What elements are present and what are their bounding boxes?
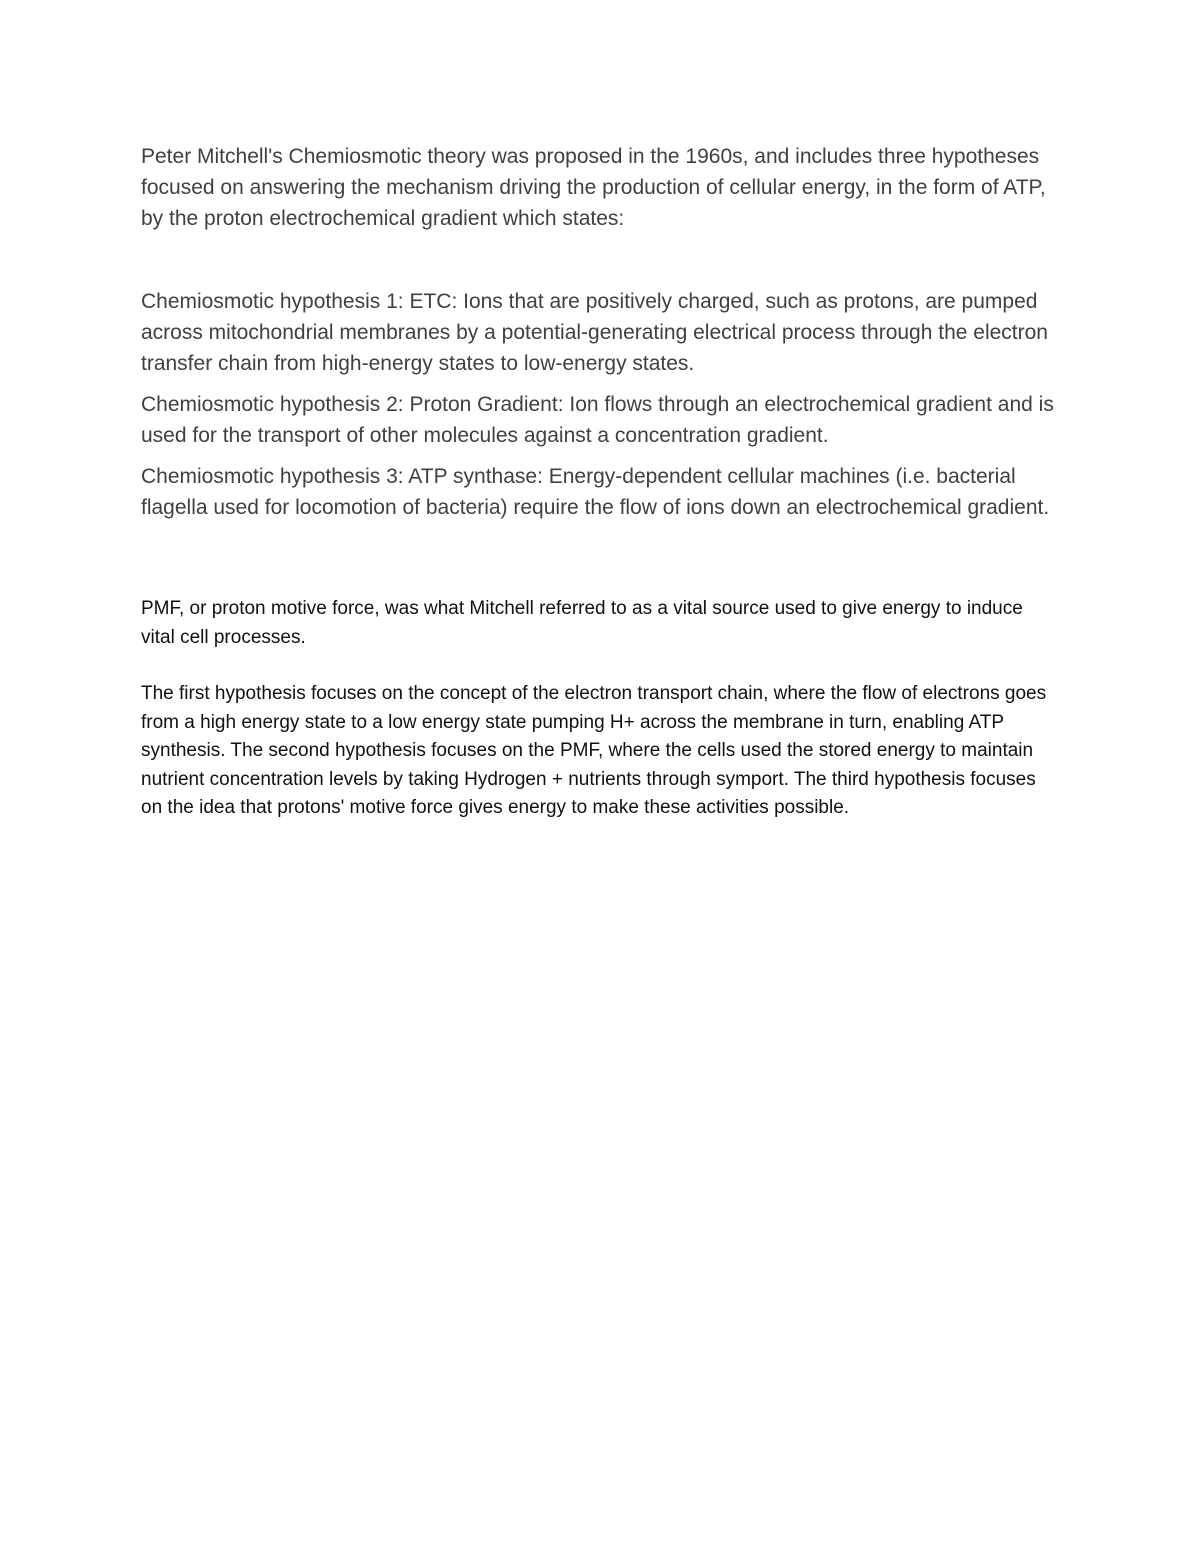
pmf-paragraph: PMF, or proton motive force, was what Mitchell referred to as a vital source used to give energy to induce vital cell processes.: [141, 598, 1023, 648]
document-body: [141, 141, 1061, 823]
hypothesis-2-paragraph: Chemiosmotic hypothesis 2: Proton Gradient: Ion flows through an electrochemical gradient and is used for the transport of other molecules against a concentration gradient.: [141, 393, 1054, 447]
hypothesis-1-paragraph: Chemiosmotic hypothesis 1: ETC: Ions that are positively charged, such as protons, are pumped across mitochondrial membranes by a potential-generating electrical process through the electron transfer chain from high-energy states to low-energy states.: [141, 290, 1048, 375]
summary-paragraph: The first hypothesis focuses on the concept of the electron transport chain, where the flow of electrons goes from a high energy state to a low energy state pumping H+ across the membrane in turn, enabling ATP synthesis. The second hypothesis focuses on the PMF, where the cells used the stored energy to maintain nutrient concentration levels by taking Hydrogen + nutrients through symport. The third hypothesis focuses on the idea that protons' motive force gives energy to make these activities possible.: [141, 683, 1047, 818]
intro-paragraph: Peter Mitchell's Chemiosmotic theory was proposed in the 1960s, and includes three hypotheses focused on answering the mechanism driving the production of cellular energy, in the form of ATP, by the proton electrochemical gradient which states:: [141, 145, 1046, 230]
hypotheses-list: [141, 286, 1061, 523]
hypothesis-3-paragraph: Chemiosmotic hypothesis 3: ATP synthase: Energy-dependent cellular machines (i.e. bacterial flagella used for locomotion of bacteria) require the flow of ions down an electrochemical gradient.: [141, 465, 1050, 519]
